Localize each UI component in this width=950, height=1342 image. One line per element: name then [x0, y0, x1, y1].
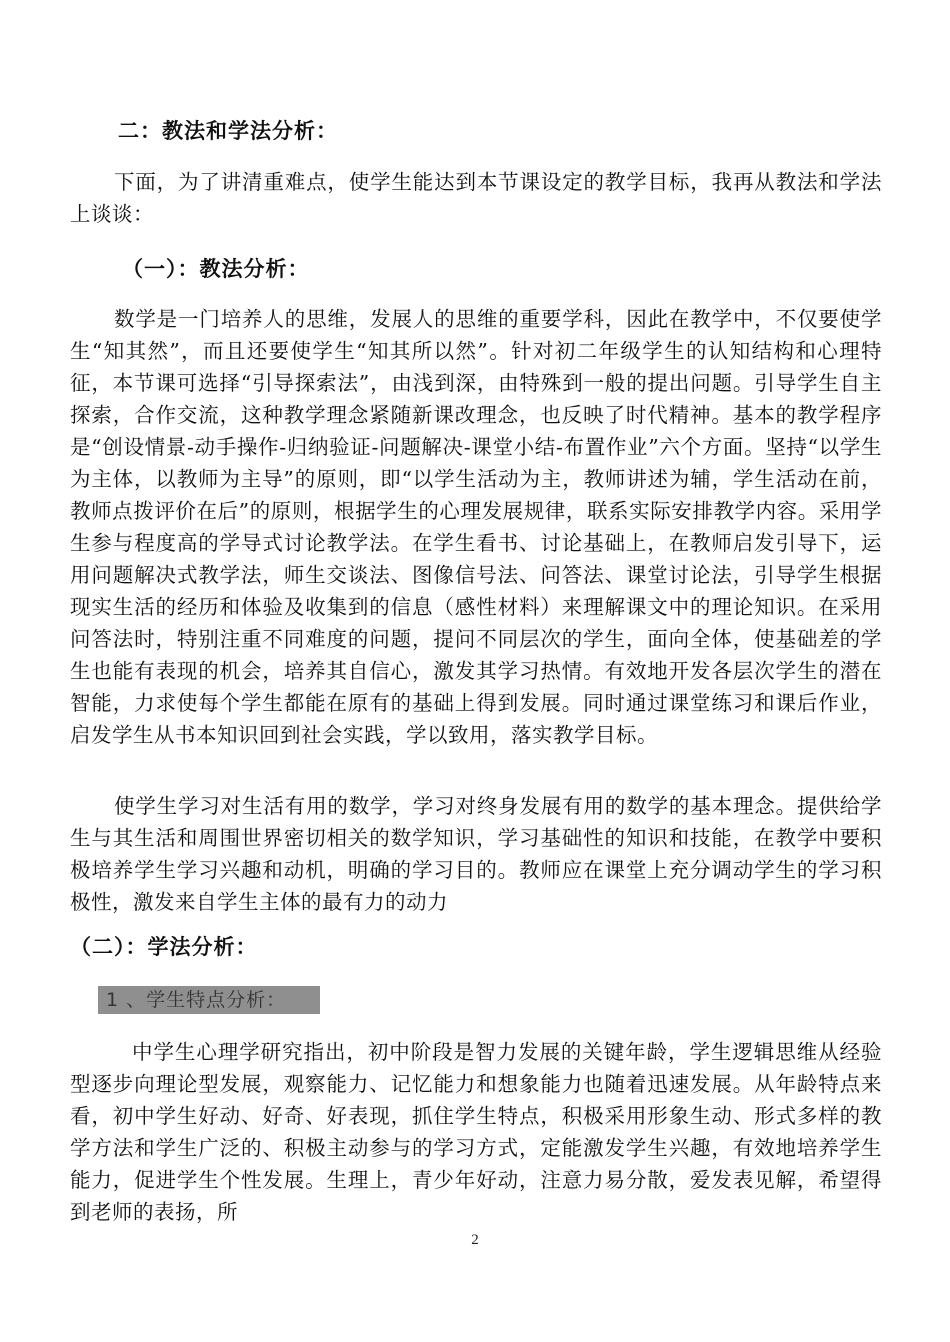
subheading-learning-method: （二）：学法分析：	[70, 935, 258, 959]
student-traits-paragraph: 中学生心理学研究指出，初中阶段是智力发展的关键年龄，学生逻辑思维从经验型逐步向理论型发展，观察能力、记忆能力和想象能力也随着迅速发展。从年龄特点来看，初中学生好动、好奇、好表现，抓住学生特点，积极采用形象生动、形式多样的教学方法和学生广泛的、积极主动参与的学习方式，定能激发学生兴趣，有效地培养学生能力，促进学生个性发展。生理上，青少年好动，注意力易分散，爱发表见解，希望得到老师的表扬，所	[70, 1040, 882, 1224]
teaching-method-paragraph: 数学是一门培养人的思维，发展人的思维的重要学科，因此在教学中，不仅要使学生“知其然”，而且还要使学生“知其所以然”。针对初二年级学生的认知结构和心理特征，本节课可选择“引导探索法”，由浅到深，由特殊到一般的提出问题。引导学生自主探索，合作交流，这种教学理念紧随新课改理念，也反映了时代精神。基本的教学程序是“创设情景-动手操作-归纳验证-问题解决-课堂小结-布置作业”六个方面。坚持“以学生为主体，以教师为主导”的原则，即“以学生活动为主，教师讲述为辅，学生活动在前，教师点拨评价在后”的原则，根据学生的心理发展规律，联系实际安排教学内容。采用学生参与程度高的学导式讨论教学法。在学生看书、讨论基础上，在教师启发引导下，运用问题解决式教学法，师生交谈法、图像信号法、问答法、课堂讨论法，引导学生根据现实生活的经历和体验及收集到的信息（感性材料）来理解课文中的理论知识。在采用问答法时，特别注重不同难度的问题，提问不同层次的学生，面向全体，使基础差的学生也能有表现的机会，培养其自信心，激发其学习热情。有效地开发各层次学生的潜在智能，力求使每个学生都能在原有的基础上得到发展。同时通过课堂练习和课后作业，启发学生从书本知识回到社会实践，学以致用，落实教学目标。	[70, 307, 882, 747]
learning-philosophy-paragraph: 使学生学习对生活有用的数学，学习对终身发展有用的数学的基本理念。提供给学生与其生活和周围世界密切相关的数学知识，学习基础性的知识和技能，在教学中要积极培养学生学习兴趣和动机，明确的学习目的。教师应在课堂上充分调动学生的学习积极性，激发来自学生主体的最有力的动力	[70, 794, 882, 914]
page-number: 2	[471, 1232, 479, 1248]
student-traits-highlight: 1 、学生特点分析：	[98, 986, 320, 1014]
section-heading: 二：教法和学法分析：	[118, 119, 338, 143]
intro-paragraph: 下面，为了讲清重难点，使学生能达到本节课设定的教学目标，我再从教法和学法上谈谈：	[70, 170, 882, 226]
subheading-teaching-method: （一）：教法分析：	[122, 257, 310, 281]
